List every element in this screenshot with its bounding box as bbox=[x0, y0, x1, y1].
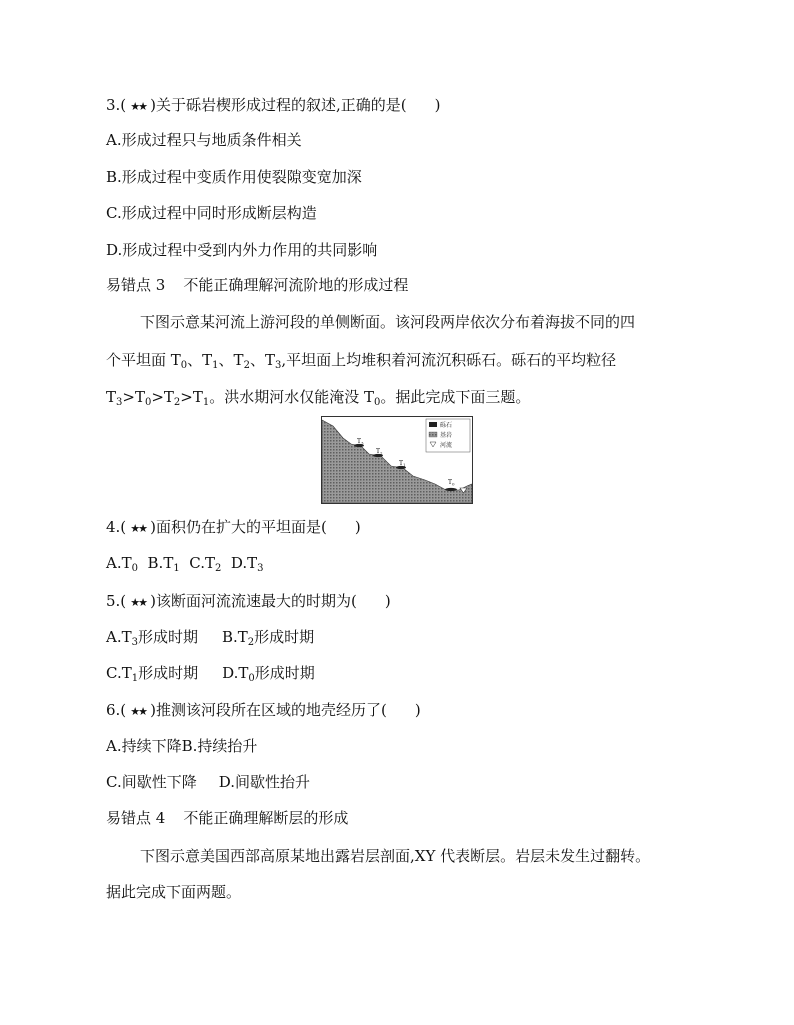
section-label: 易错点 4 bbox=[106, 809, 166, 827]
gravel-legend-icon bbox=[429, 422, 437, 427]
subscript: 1 bbox=[173, 563, 180, 574]
label-t2: $T_2$ bbox=[376, 448, 383, 456]
section-heading-4 bbox=[106, 808, 348, 828]
legend-gravel: 砾石 bbox=[440, 422, 453, 429]
subscript: 3 bbox=[116, 397, 123, 408]
label-t3: $T_3$ bbox=[357, 438, 364, 446]
answer-bracket-close: ) bbox=[354, 518, 361, 536]
subscript: 2 bbox=[173, 397, 181, 408]
intro4-line1: 下图示意美国西部高原某地出露岩层剖面,XY 代表断层。岩层未发生过翻转。 bbox=[140, 847, 651, 865]
text: 、T bbox=[187, 351, 213, 369]
intro3-line1: 下图示意某河流上游河段的单侧断面。该河段两岸依次分布着海拔不同的四 bbox=[140, 313, 636, 331]
q4-option-a bbox=[106, 554, 138, 572]
answer-bracket-close: ) bbox=[414, 701, 421, 719]
diagram-legend bbox=[426, 419, 470, 452]
subscript: 3 bbox=[131, 637, 138, 648]
q6-option-b: B.持续抬升 bbox=[181, 737, 258, 755]
q3-option-b: B.形成过程中变质作用使裂隙变宽加深 bbox=[106, 168, 362, 186]
text: B.T bbox=[147, 554, 174, 572]
question-text: )该断面河流流速最大的时期为( bbox=[150, 592, 357, 610]
q6-options-row1 bbox=[106, 736, 257, 756]
subscript: 3 bbox=[257, 563, 264, 574]
text: >T bbox=[151, 388, 174, 406]
text: D.T bbox=[222, 664, 249, 682]
river-terrace-diagram bbox=[321, 416, 473, 504]
text: B.T bbox=[222, 628, 248, 646]
text: 形成时期 bbox=[254, 628, 315, 646]
legend-river: 河流 bbox=[440, 442, 453, 449]
subscript: 1 bbox=[212, 360, 219, 371]
subscript: 1 bbox=[202, 397, 210, 408]
text: 、T bbox=[218, 351, 244, 369]
section-title: 不能正确理解断层的形成 bbox=[183, 809, 349, 827]
bedrock-legend-icon bbox=[429, 432, 437, 437]
q6-option-d: D.间歇性抬升 bbox=[218, 773, 310, 791]
question-6-stem bbox=[106, 700, 421, 722]
section-heading-3 bbox=[106, 275, 408, 295]
q4-options bbox=[106, 553, 264, 579]
section-label: 易错点 3 bbox=[106, 276, 166, 294]
q5-option-a bbox=[106, 628, 198, 646]
answer-bracket-close: ) bbox=[434, 96, 441, 114]
intro4-line2: 据此完成下面两题。 bbox=[106, 883, 242, 901]
subscript: 0 bbox=[248, 673, 255, 684]
subscript: 2 bbox=[247, 637, 255, 648]
subscript: 0 bbox=[374, 397, 381, 408]
difficulty-stars-icon: ★★ bbox=[130, 596, 147, 609]
text: 个平坦面 T bbox=[106, 351, 181, 369]
gravel-t0 bbox=[445, 488, 457, 491]
question-number: 3.( bbox=[106, 96, 127, 114]
text: A.T bbox=[106, 554, 132, 572]
q4-option-d bbox=[231, 554, 264, 572]
question-5-stem bbox=[106, 591, 391, 613]
legend-bedrock: 基岩 bbox=[440, 432, 453, 439]
text: 形成时期 bbox=[138, 664, 199, 682]
q4-option-b bbox=[148, 554, 180, 572]
text: >T bbox=[180, 388, 203, 406]
difficulty-stars-icon: ★★ bbox=[130, 705, 147, 718]
question-number: 4.( bbox=[106, 518, 127, 536]
text: >T bbox=[122, 388, 145, 406]
text: 。据此完成下面三题。 bbox=[380, 388, 531, 406]
subscript: 0 bbox=[144, 397, 152, 408]
text: 形成时期 bbox=[254, 664, 315, 682]
text: 形成时期 bbox=[137, 628, 198, 646]
subscript: 2 bbox=[243, 360, 250, 371]
q3-option-c: C.形成过程中同时形成断层构造 bbox=[106, 204, 317, 222]
text: A.T bbox=[106, 628, 132, 646]
text: 、T bbox=[249, 351, 275, 369]
q6-option-c: C.间歇性下降 bbox=[106, 773, 197, 791]
answer-bracket-close: ) bbox=[384, 592, 391, 610]
question-number: 5.( bbox=[106, 592, 127, 610]
label-t0: $T_0$ bbox=[448, 479, 455, 487]
question-3-stem bbox=[106, 95, 441, 117]
q6-option-a: A.持续下降 bbox=[106, 737, 182, 755]
difficulty-stars-icon: ★★ bbox=[130, 100, 147, 113]
q5-option-c bbox=[106, 664, 198, 682]
q3-option-a: A.形成过程只与地质条件相关 bbox=[106, 131, 302, 149]
q6-options-row2 bbox=[106, 772, 310, 792]
intro3-line3 bbox=[106, 387, 530, 413]
question-text: )面积仍在扩大的平坦面是( bbox=[150, 518, 327, 536]
subscript: 3 bbox=[274, 360, 282, 371]
q3-option-d: D.形成过程中受到内外力作用的共同影响 bbox=[106, 241, 378, 259]
question-number: 6.( bbox=[106, 701, 127, 719]
text: 。洪水期河水仅能淹没 T bbox=[209, 388, 375, 406]
subscript: 2 bbox=[214, 563, 222, 574]
q5-option-d bbox=[222, 664, 315, 682]
subscript: 1 bbox=[131, 673, 139, 684]
question-text: )推测该河段所在区域的地壳经历了( bbox=[150, 701, 387, 719]
q4-option-c bbox=[189, 554, 221, 572]
subscript: 0 bbox=[180, 360, 188, 371]
text: D.T bbox=[230, 554, 258, 572]
q5-option-b bbox=[222, 628, 314, 646]
text: T bbox=[106, 388, 117, 406]
text: ,平坦面上均堆积着河流沉积砾石。砾石的平均粒径 bbox=[281, 351, 617, 369]
subscript: 0 bbox=[131, 563, 138, 574]
difficulty-stars-icon: ★★ bbox=[130, 522, 147, 535]
text: C.T bbox=[189, 554, 215, 572]
question-text: )关于砾岩楔形成过程的叙述,正确的是( bbox=[150, 96, 407, 114]
section-title: 不能正确理解河流阶地的形成过程 bbox=[183, 276, 409, 294]
text: C.T bbox=[106, 664, 132, 682]
question-4-stem bbox=[106, 517, 361, 539]
label-t1: $T_1$ bbox=[399, 460, 406, 468]
q5-options-row2 bbox=[106, 663, 315, 689]
q5-options-row1 bbox=[106, 627, 314, 653]
intro3-line2 bbox=[106, 350, 616, 376]
